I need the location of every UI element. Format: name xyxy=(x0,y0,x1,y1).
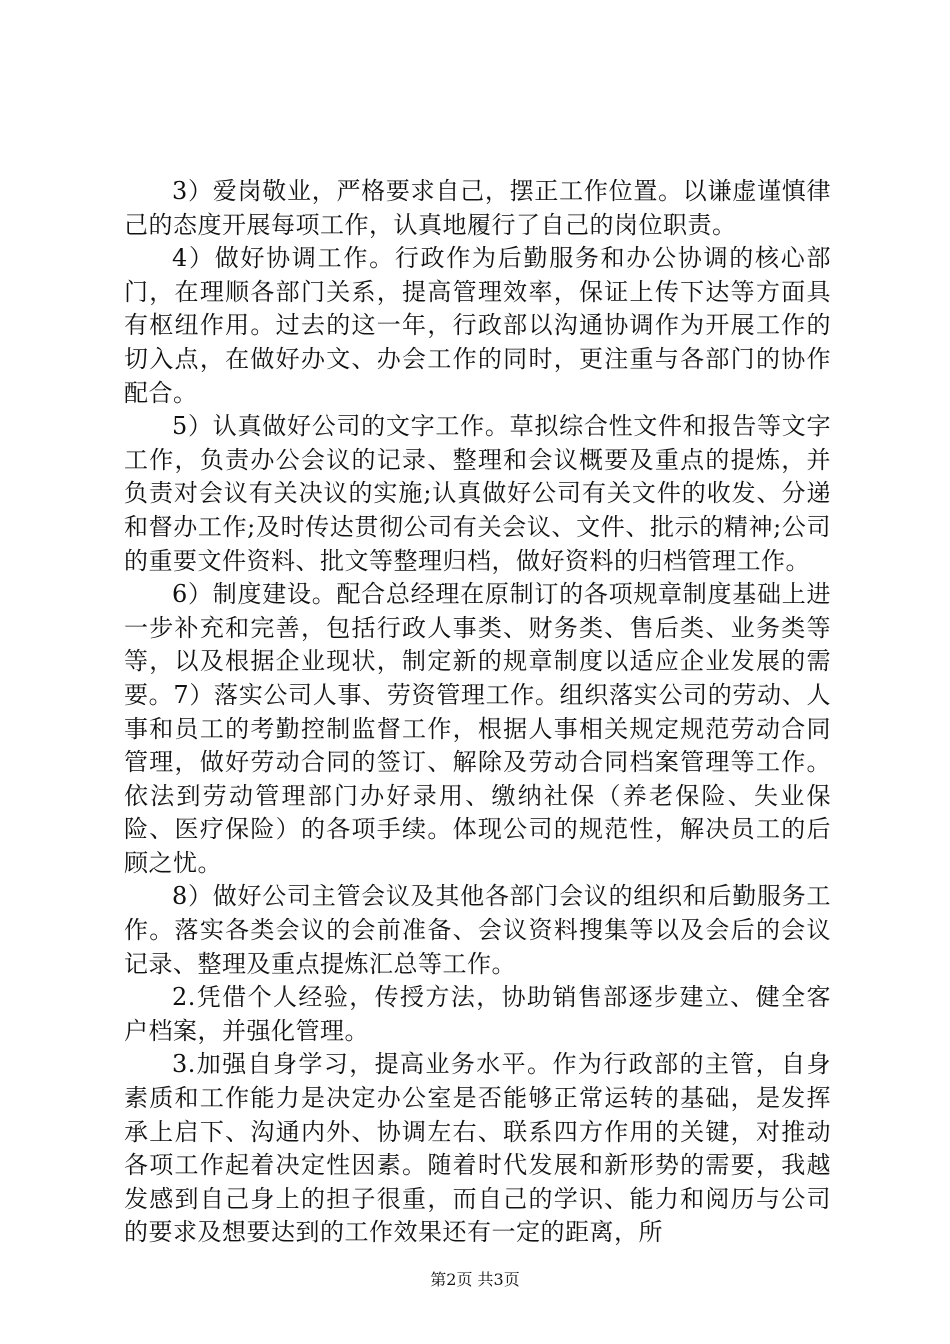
paragraph-item-3: 3）爱岗敬业，严格要求自己，摆正工作位置。以谦虚谨慎律己的态度开展每项工作，认真地履行了自己的岗位职责。 xyxy=(124,177,831,239)
paragraph-section-3: 3.加强自身学习，提高业务水平。作为行政部的主管，自身素质和工作能力是决定办公室是否能够正常运转的基础，是发挥承上启下、沟通内外、协调左右、联系四方作用的关键，对推动各项工作起着决定性因素。随着时代发展和新形势的需要，我越发感到自己身上的担子很重，而自己的学识、能力和阅历与公司的要求及想要达到的工作效果还有一定的距离，所 xyxy=(124,1050,831,1247)
paragraph-item-6-7: 6）制度建设。配合总经理在原制订的各项规章制度基础上进一步补充和完善，包括行政人事类、财务类、售后类、业务类等等，以及根据企业现状，制定新的规章制度以适应企业发展的需要。7）落实公司人事、劳资管理工作。组织落实公司的劳动、人事和员工的考勤控制监督工作，根据人事相关规定规范劳动合同管理，做好劳动合同的签订、解除及劳动合同档案管理等工作。依法到劳动管理部门办好录用、缴纳社保（养老保险、失业保险、医疗保险）的各项手续。体现公司的规范性，解决员工的后顾之忧。 xyxy=(124,580,831,877)
paragraph-item-8: 8）做好公司主管会议及其他各部门会议的组织和后勤服务工作。落实各类会议的会前准备、会议资料搜集等以及会后的会议记录、整理及重点提炼汇总等工作。 xyxy=(124,882,831,978)
paragraph-item-5: 5）认真做好公司的文字工作。草拟综合性文件和报告等文字工作，负责办公会议的记录、整理和会议概要及重点的提炼，并负责对会议有关决议的实施;认真做好公司有关文件的收发、分递和督办工作;及时传达贯彻公司有关会议、文件、批示的精神;公司的重要文件资料、批文等整理归档，做好资料的归档管理工作。 xyxy=(124,412,831,575)
document-body xyxy=(124,175,831,1250)
paragraph-section-2: 2.凭借个人经验，传授方法，协助销售部逐步建立、健全客户档案，并强化管理。 xyxy=(124,983,831,1045)
page-number-footer: 第2页 共3页 xyxy=(430,1270,520,1289)
paragraph-item-4: 4）做好协调工作。行政作为后勤服务和办公协调的核心部门，在理顺各部门关系，提高管理效率，保证上传下达等方面具有枢纽作用。过去的这一年，行政部以沟通协调作为开展工作的切入点，在做好办文、办会工作的同时，更注重与各部门的协作配合。 xyxy=(124,244,831,407)
